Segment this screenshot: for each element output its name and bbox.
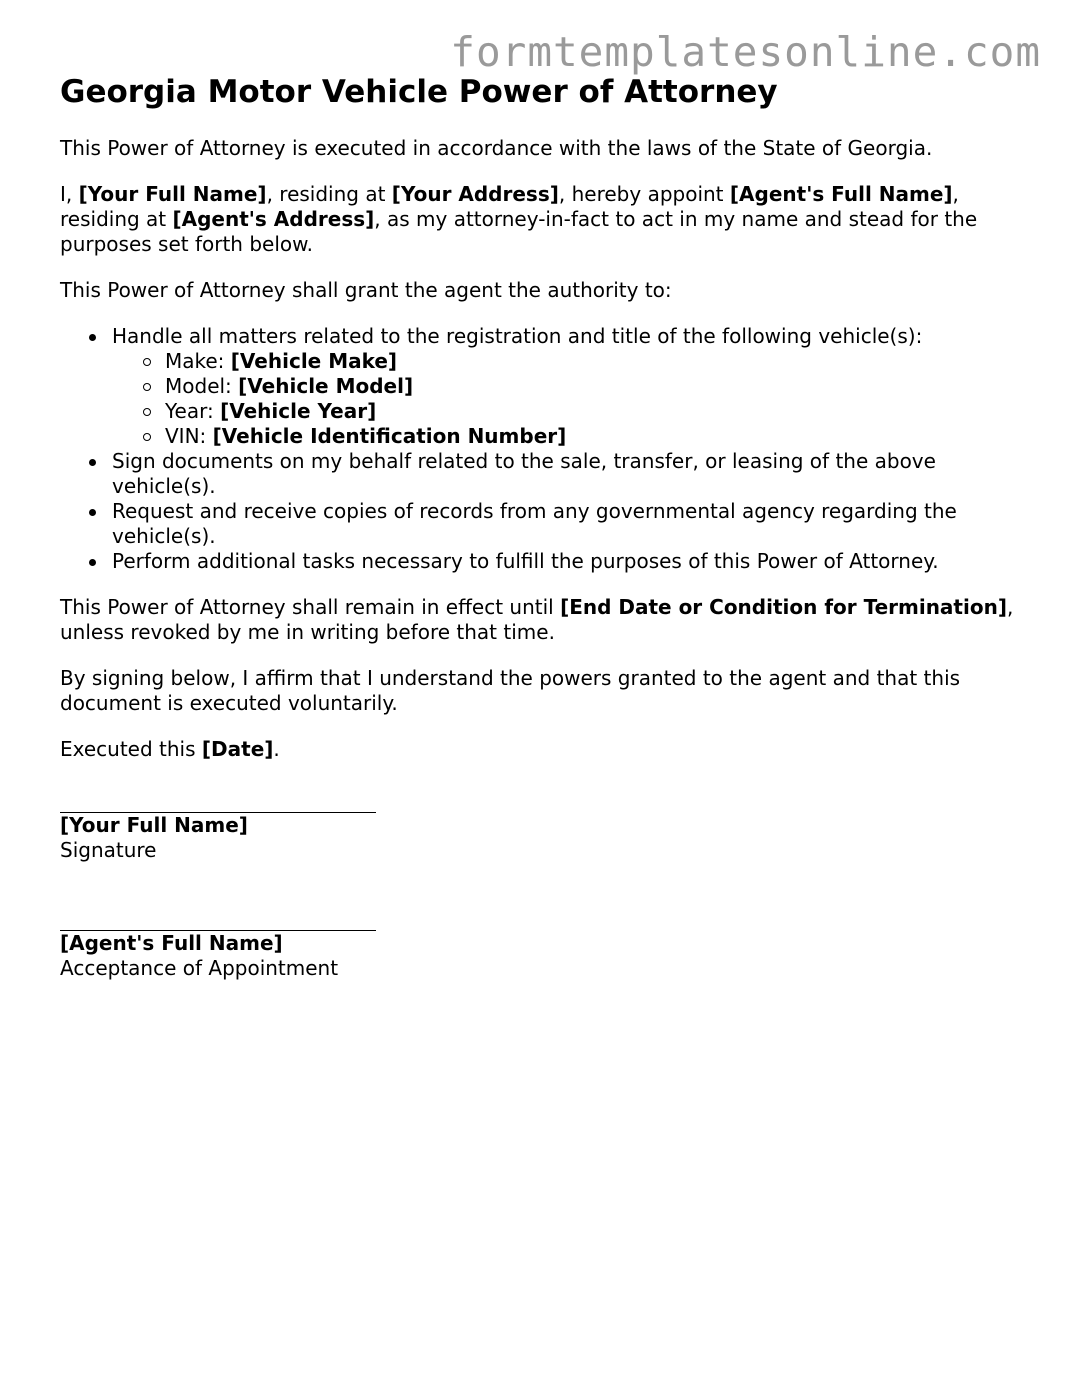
affirmation-paragraph: By signing below, I affirm that I understand the powers granted to the agent and that this document is executed voluntarily. <box>60 666 961 715</box>
vehicle-model <box>165 374 1020 399</box>
document-body <box>60 73 1020 981</box>
principal-signature-name: [Your Full Name] <box>60 813 248 837</box>
signature-section <box>60 790 1020 981</box>
vehicle-make <box>165 349 1020 374</box>
duration-text: , unless revoked by me in writing before that time. <box>60 595 1014 644</box>
vehicle-year-placeholder: [Vehicle Year] <box>220 399 377 423</box>
agent-signature-caption: Acceptance of Appointment <box>60 956 339 980</box>
vehicle-make-placeholder: [Vehicle Make] <box>230 349 398 373</box>
executed-text: Executed this <box>60 737 202 761</box>
duration-paragraph <box>60 595 1020 645</box>
principal-signature-block <box>60 790 1020 863</box>
intro-paragraph: This Power of Attorney is executed in accordance with the laws of the State of Georgia. <box>60 136 933 160</box>
vehicle-model-placeholder: [Vehicle Model] <box>238 374 414 398</box>
vehicle-field-label: Year: <box>165 399 221 423</box>
agent-signature-block <box>60 908 1020 981</box>
appointment-text: I, <box>60 182 79 206</box>
authority-intro: This Power of Attorney shall grant the agent the authority to: <box>60 278 672 302</box>
agent-signature-name: [Agent's Full Name] <box>60 931 283 955</box>
appointment-text: , as my attorney-in-fact to act in my name and stead for the purposes set forth below. <box>60 207 978 256</box>
principal-address-placeholder: [Your Address] <box>391 182 559 206</box>
power-item-sign: Sign documents on my behalf related to the sale, transfer, or leasing of the above vehicle(s). <box>112 449 1020 499</box>
vehicle-details-list <box>112 349 1020 449</box>
powers-list <box>60 324 1020 574</box>
vehicle-field-label: Make: <box>165 349 231 373</box>
principal-name-placeholder: [Your Full Name] <box>78 182 267 206</box>
signature-line[interactable] <box>60 908 376 931</box>
agent-name-placeholder: [Agent's Full Name] <box>729 182 953 206</box>
power-item-perform: Perform additional tasks necessary to fulfill the purposes of this Power of Attorney. <box>112 549 1020 574</box>
executed-text: . <box>273 737 280 761</box>
appointment-paragraph <box>60 182 1020 257</box>
power-item-handle <box>112 324 1020 449</box>
vehicle-vin-placeholder: [Vehicle Identification Number] <box>212 424 567 448</box>
principal-signature-caption: Signature <box>60 838 157 862</box>
power-item-request: Request and receive copies of records from any governmental agency regarding the vehicle(s). <box>112 499 1020 549</box>
vehicle-field-label: Model: <box>165 374 239 398</box>
vehicle-field-label: VIN: <box>165 424 213 448</box>
power-text: Handle all matters related to the registration and title of the following vehicle(s): <box>112 324 923 348</box>
vehicle-vin <box>165 424 1020 449</box>
duration-text: This Power of Attorney shall remain in effect until <box>60 595 561 619</box>
date-placeholder: [Date] <box>201 737 274 761</box>
watermark: formtemplatesonline.com <box>450 28 1041 76</box>
vehicle-year <box>165 399 1020 424</box>
agent-address-placeholder: [Agent's Address] <box>172 207 375 231</box>
appointment-text: , residing at <box>60 182 959 231</box>
appointment-text: , hereby appoint <box>558 182 730 206</box>
appointment-text: , residing at <box>266 182 392 206</box>
termination-condition-placeholder: [End Date or Condition for Termination] <box>560 595 1007 619</box>
signature-line[interactable] <box>60 790 376 813</box>
executed-paragraph <box>60 737 1020 762</box>
document-title: Georgia Motor Vehicle Power of Attorney <box>60 74 778 110</box>
